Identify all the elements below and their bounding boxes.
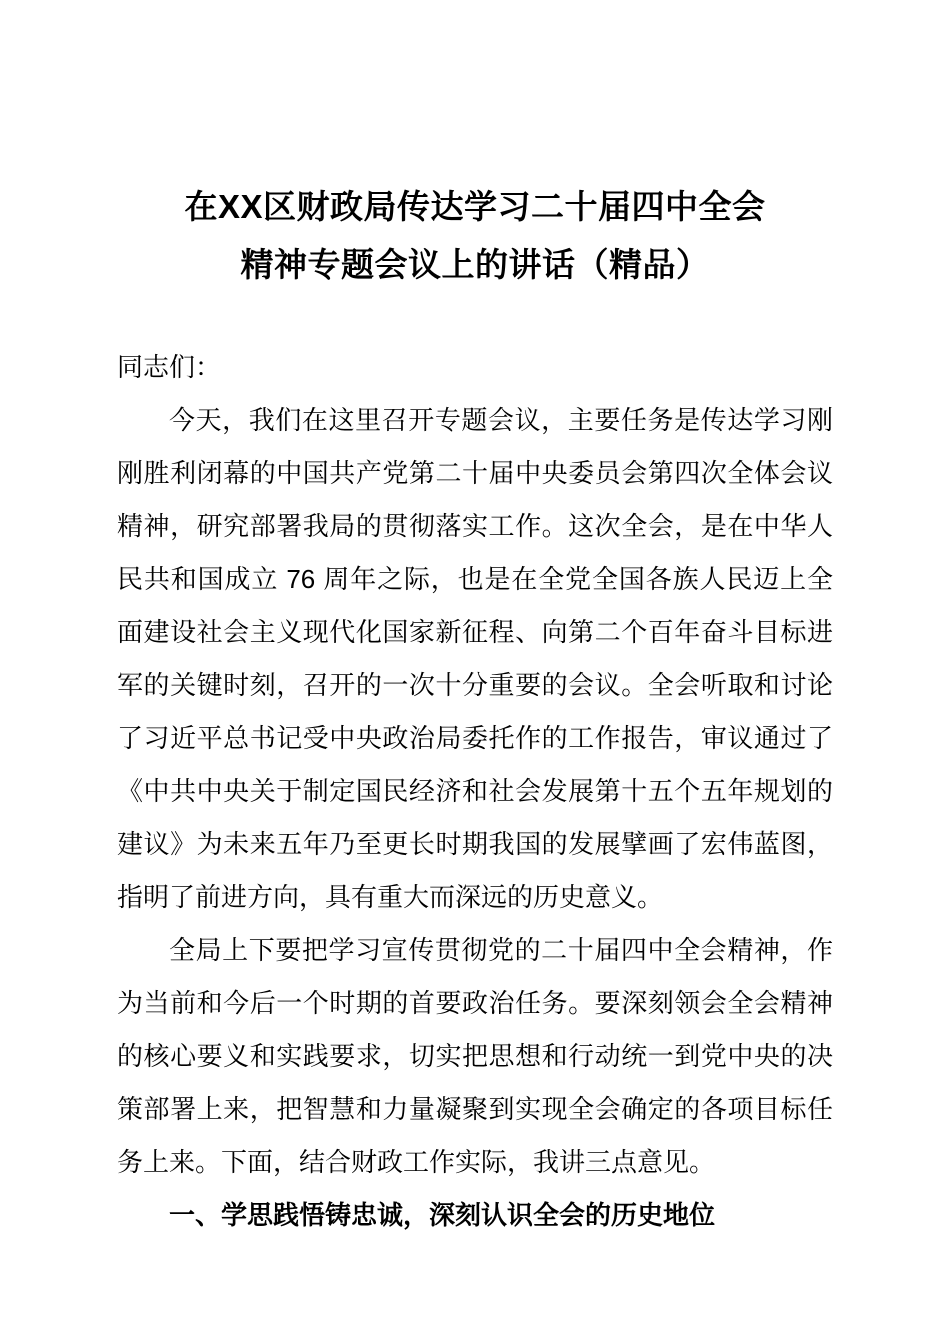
document-body bbox=[117, 0, 833, 1242]
page-title-line-1: 在XX区财政局传达学习二十届四中全会 bbox=[184, 188, 766, 225]
section-heading-1: 一、学思践悟铸忠诚，深刻认识全会的历史地位 bbox=[169, 1200, 716, 1230]
paragraph-1: 今天，我们在这里召开专题会议，主要任务是传达学习刚刚胜利闭幕的中国共产党第二十届中央委员会第四次全体会议精神，研究部署我局的贯彻落实工作。这次全会，是在中华人民共和国成立 76 周年之际，也是在全党全国各族人民迈上全面建设社会主义现代化国家新征程、向第二个百年奋斗目标进军的关键时刻，召开的一次十分重要的会议。全会听取和讨论了习近平总书记受中央政治局委托作的工作报告，审议通过了《中共中央关于制定国民经济和社会发展第十五个五年规划的建议》为未来五年乃至更长时期我国的发展擘画了宏伟蓝图，指明了前进方向，具有重大而深远的历史意义。 bbox=[117, 405, 833, 912]
salutation: 同志们： bbox=[117, 352, 222, 382]
page-title bbox=[117, 0, 833, 294]
paragraph-2: 全局上下要把学习宣传贯彻党的二十届四中全会精神，作为当前和今后一个时期的首要政治任务。要深刻领会全会精神的核心要义和实践要求，切实把思想和行动统一到党中央的决策部署上来，把智慧和力量凝聚到实现全会确定的各项目标任务上来。下面，结合财政工作实际，我讲三点意见。 bbox=[117, 935, 833, 1177]
page-title-line-2: 精神专题会议上的讲话（精品） bbox=[240, 246, 710, 283]
